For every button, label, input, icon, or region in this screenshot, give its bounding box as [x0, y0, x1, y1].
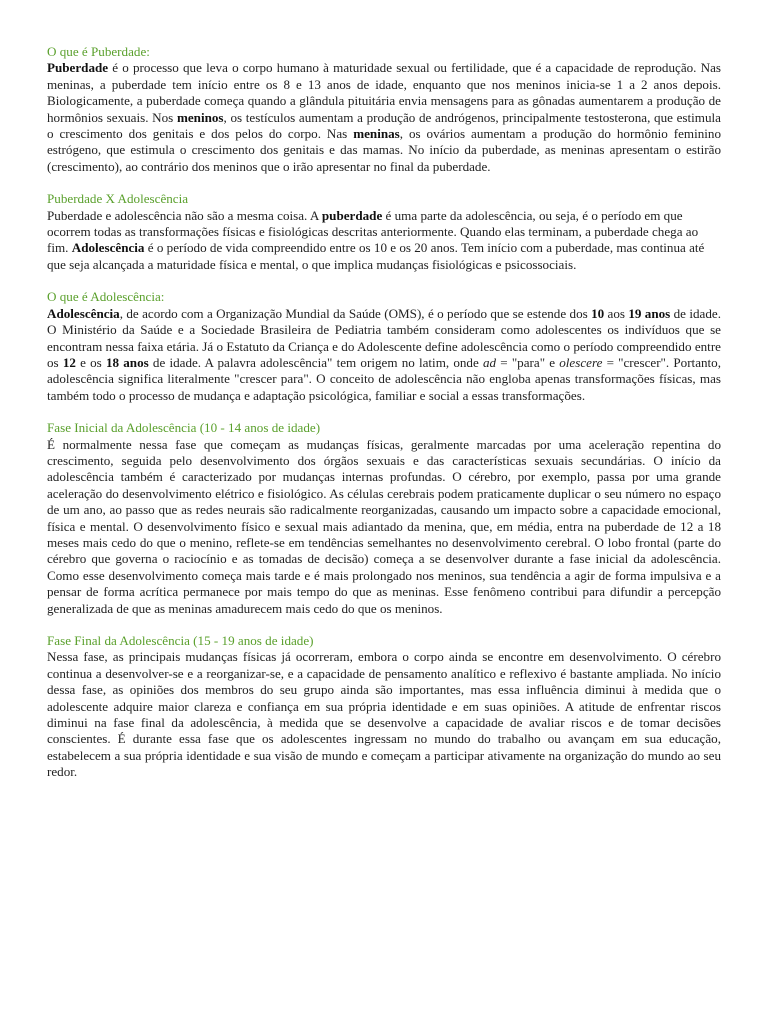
section-puberdade-x-adolescencia: [47, 191, 721, 273]
section-heading: Fase Final da Adolescência (15 - 19 anos de idade): [47, 633, 314, 648]
section-paragraph: É normalmente nessa fase que começam as mudanças físicas, geralmente marcadas por uma aceleração repentina do crescimento, seguida pelo desenvolvimento dos órgãos sexuais e das características sexuais secundárias. O início da adolescência também é caracterizado por mudanças internas profundas. O cérebro, por exemplo, passa por uma grande aceleração do desenvolvimento elétrico e fisiológico. As células cerebrais podem praticamente duplicar o seu número no espaço de um ano, ao passo que as redes neurais são radicalmente reorganizadas, causando um impacto sobre a capacidade emocional, física e mental. O desenvolvimento físico e sexual mais adiantado da menina, que, em média, entra na puberdade de 12 a 18 meses mais cedo do que o menino, reflete-se em tendências semelhantes no desenvolvimento cerebral. O lobo frontal (parte do cérebro que governa o raciocínio e as tomadas de decisão) começa a se desenvolver durante a fase inicial da adolescência. Como esse desenvolvimento começa mais tarde e é mais prolongado nos meninos, sua tendência a agir de forma impulsiva e a pensar de forma acrítica permanece por mais tempo do que as meninas. Esse fenômeno contribui para difundir a percepção generalizada de que as meninas amadurecem mais cedo do que os meninos.: [47, 436, 721, 616]
document-page: [47, 44, 721, 797]
section-paragraph: Nessa fase, as principais mudanças físicas já ocorreram, embora o corpo ainda se encontre em desenvolvimento. O cérebro continua a desenvolver-se e a reorganizar-se, e a capacidade de pensamento analítico e reflexivo é bastante ampliada. No início dessa fase, as opiniões dos membros do seu grupo ainda são importantes, mas essa influência diminui à medida que o adolescente adquire maior clareza e confiança em sua própria identidade e em suas opiniões. A atitude de enfrentar riscos diminui na fase final da adolescência, à medida que se desenvolve a capacidade de avaliar riscos e de tomar decisões conscientes. É durante essa fase que os adolescentes ingressam no mundo do trabalho ou avançam em sua educação, estabelecem a sua própria identidade e sua visão de mundo e começam a participar ativamente na organização do mundo ao seu redor.: [47, 649, 721, 780]
section-fase-final: [47, 633, 721, 781]
section-adolescencia: [47, 289, 721, 404]
section-heading: Fase Inicial da Adolescência (10 - 14 anos de idade): [47, 420, 321, 436]
section-heading: O que é Adolescência:: [47, 289, 165, 305]
section-paragraph: Adolescência, de acordo com a Organização Mundial da Saúde (OMS), é o período que se estende dos 10 aos 19 anos de idade. O Ministério da Saúde e a Sociedade Brasileira de Pediatria também consideram como adolescentes os indivíduos que se encontram nessa faixa etária. Já o Estatuto da Criança e do Adolescente define adolescência como o período compreendido entre os 12 e os 18 anos de idade. A palavra adolescência" tem origem no latim, onde ad = "para" e olescere = "crescer". Portanto, adolescência significa literalmente "crescer para". O conceito de adolescência não engloba apenas transformações físicas, mas também todo o processo de mudança e adaptação psicológica, familiar e social a essas transformações.: [47, 305, 722, 403]
section-fase-inicial: [47, 420, 721, 617]
section-heading: Puberdade X Adolescência: [47, 191, 189, 207]
section-puberdade: [47, 44, 721, 175]
section-paragraph: Puberdade e adolescência não são a mesma coisa. A puberdade é uma parte da adolescência, ou seja, é o período em que ocorrem todas as transformações físicas e fisiológicas descritas anteriormente. Quando elas terminam, a puberdade chega ao fim. Adolescência é o período de vida compreendido entre os 10 e os 20 anos. Tem início com a puberdade, mas continua até que seja alcançada a maturidade física e mental, o que implica mudanças fisiológicas e psicossociais.: [47, 207, 705, 272]
section-paragraph: Puberdade é o processo que leva o corpo humano à maturidade sexual ou fertilidade, que é a capacidade de reprodução. Nas meninas, a puberdade tem início entre os 8 e 13 anos de idade, enquanto que nos meninos inicia-se 1 a 2 anos depois. Biologicamente, a puberdade começa quando a glândula pituitária envia mensagens para as gônadas aumentarem a produção de hormônios sexuais. Nos meninos, os testículos aumentam a produção de andrógenos, principalmente testosterona, que estimula o crescimento dos genitais e dos pelos do corpo. Nas meninas, os ovários aumentam a produção do hormônio feminino estrógeno, que estimula o crescimento dos genitais e das mamas. No início da puberdade, as meninas apresentam o estirão (crescimento), ao contrário dos meninos que o irão apresentar no final da puberdade.: [47, 60, 722, 174]
section-heading: O que é Puberdade:: [47, 44, 150, 59]
